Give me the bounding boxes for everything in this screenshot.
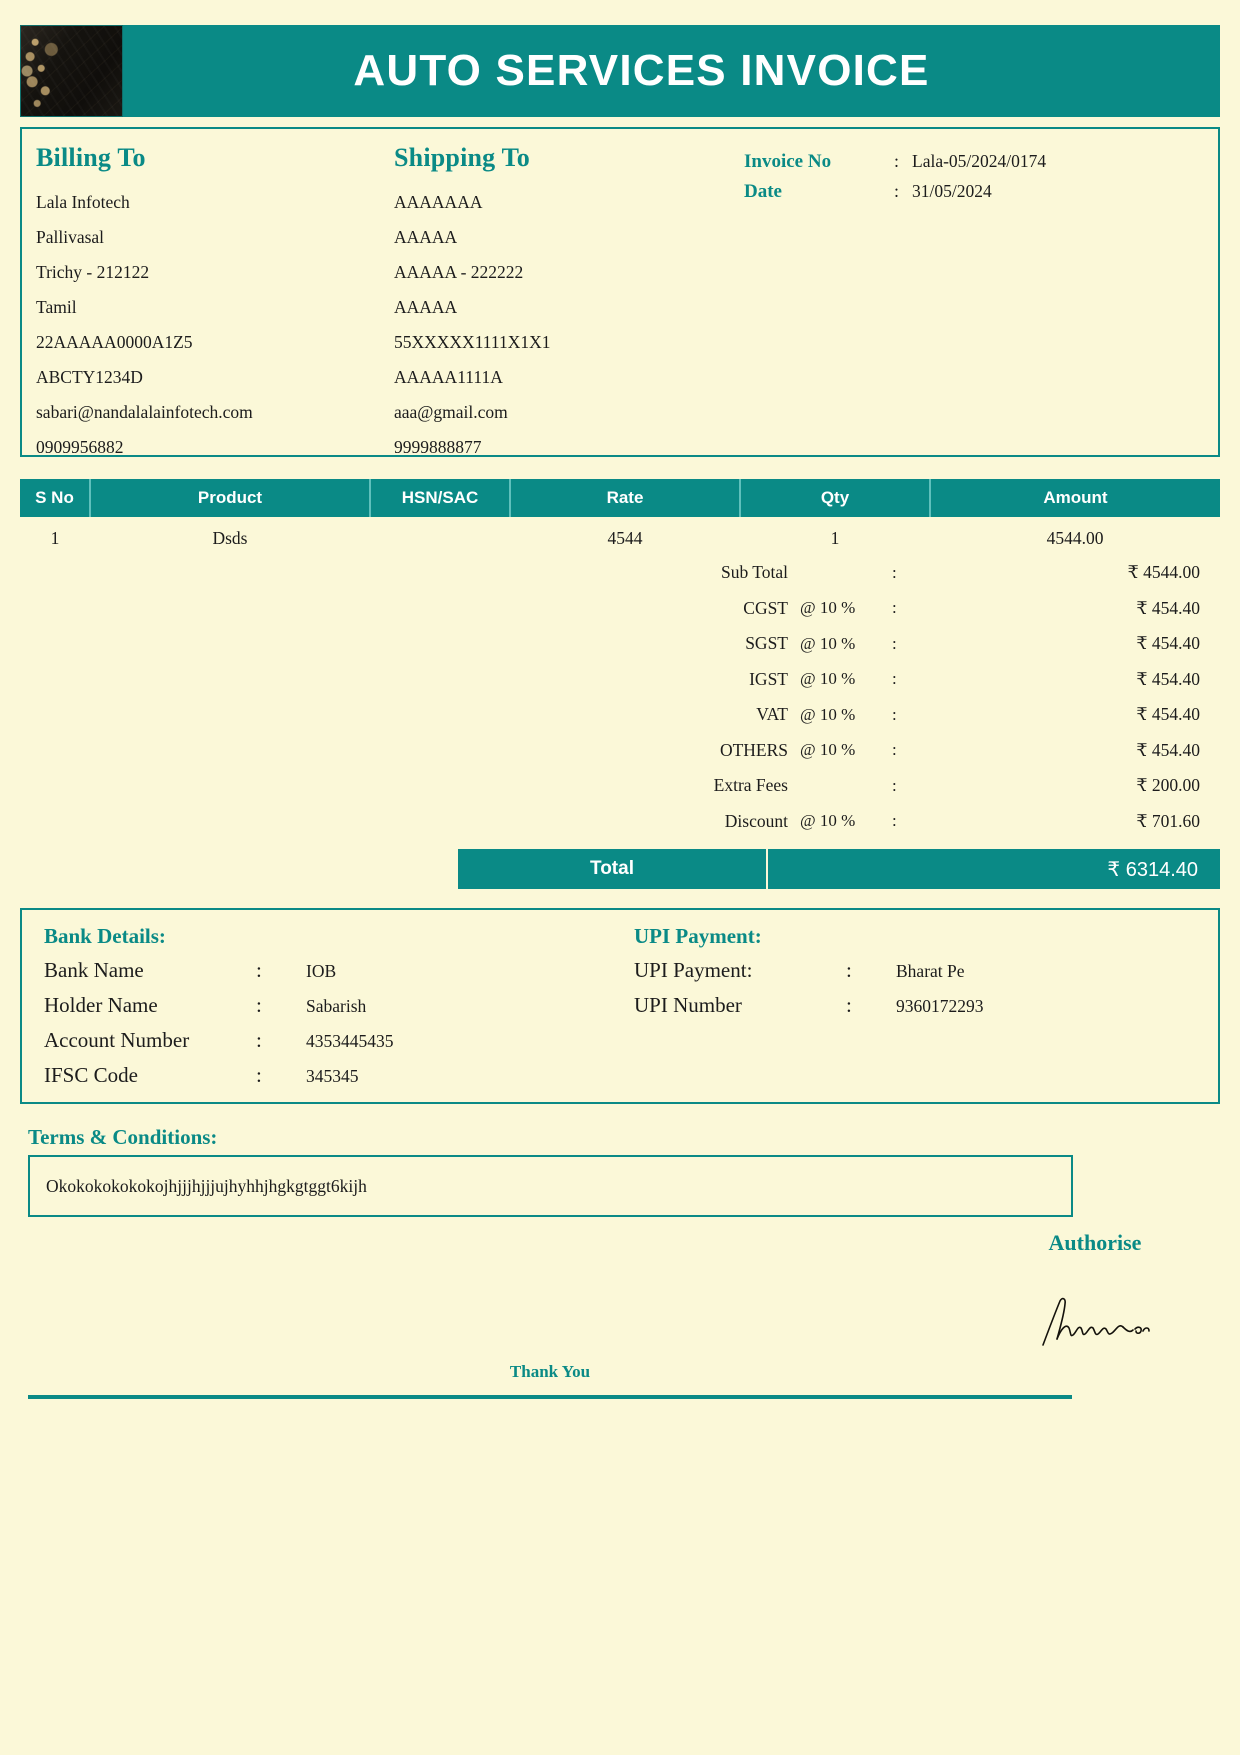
invoice-date-value: 31/05/2024	[912, 181, 992, 201]
colon: :	[892, 775, 897, 795]
column-header-rate: Rate	[510, 479, 740, 517]
total-row-extra-fees	[20, 768, 1220, 804]
total-value: ₹ 4544.00	[1127, 562, 1200, 583]
shipping-line: AAAAA	[394, 227, 458, 247]
terms-text-box	[28, 1155, 1073, 1217]
invoice-number-label: Invoice No	[744, 151, 832, 172]
colon: :	[892, 562, 897, 582]
total-value: ₹ 454.40	[1136, 704, 1200, 725]
bank-value: IOB	[306, 961, 337, 981]
colon: :	[846, 993, 852, 1017]
total-row-cgst	[20, 591, 1220, 627]
total-label: VAT	[756, 704, 788, 725]
total-row-igst	[20, 662, 1220, 698]
billing-email: sabari@nandalalainfotech.com	[36, 402, 253, 422]
company-logo-image	[20, 25, 123, 117]
total-value: ₹ 200.00	[1136, 775, 1200, 796]
total-label: Sub Total	[720, 562, 788, 583]
billing-line: Lala Infotech	[36, 192, 130, 212]
colon: :	[894, 151, 900, 171]
colon: :	[892, 740, 897, 760]
shipping-to-block	[394, 143, 734, 455]
upi-row-payment	[634, 958, 1218, 993]
column-header-hsn: HSN/SAC	[370, 479, 510, 517]
shipping-line: AAAAA - 222222	[394, 262, 524, 282]
column-header-amount: Amount	[930, 479, 1220, 517]
total-value: ₹ 454.40	[1136, 597, 1200, 618]
upi-value: 9360172293	[896, 996, 984, 1016]
shipping-line: AAAAA	[394, 297, 458, 317]
total-row-discount	[20, 804, 1220, 840]
bank-value: 345345	[306, 1066, 359, 1086]
total-value: ₹ 454.40	[1136, 739, 1200, 760]
bank-label: IFSC Code	[44, 1063, 138, 1087]
grand-total-value: ₹ 6314.40	[1107, 858, 1198, 881]
cell-amount: 4544.00	[1046, 528, 1104, 548]
total-percent: @ 10 %	[800, 598, 856, 618]
cell-hsn	[370, 517, 510, 560]
signature-image	[975, 1294, 1215, 1350]
invoice-meta-block	[734, 143, 1218, 455]
shipping-email: aaa@gmail.com	[394, 402, 508, 422]
colon: :	[256, 993, 262, 1017]
thank-you-text: Thank You	[509, 1362, 591, 1381]
table-header-row	[20, 479, 1220, 517]
invoice-number-value: Lala-05/2024/0174	[912, 151, 1047, 171]
shipping-to-title: Shipping To	[394, 143, 530, 172]
total-percent: @ 10 %	[800, 704, 856, 724]
total-label: SGST	[745, 633, 788, 654]
total-label: IGST	[749, 668, 788, 689]
colon: :	[256, 1028, 262, 1052]
total-row-sub-total	[20, 555, 1220, 591]
billing-to-block	[22, 143, 394, 455]
bank-details-block	[22, 910, 612, 1102]
terms-text: Okokokokokokojhjjjhjjjujhyhhjhgkgtggt6kijh	[46, 1175, 367, 1196]
terms-title: Terms & Conditions:	[28, 1125, 218, 1149]
column-header-product: Product	[90, 479, 370, 517]
authorise-block	[975, 1230, 1215, 1350]
billing-line: 22AAAAA0000A1Z5	[36, 332, 193, 352]
shipping-line: AAAAAAA	[394, 192, 483, 212]
total-label: Extra Fees	[713, 775, 788, 796]
items-table-wrapper	[20, 479, 1220, 560]
bank-label: Holder Name	[44, 993, 158, 1017]
total-row-vat	[20, 697, 1220, 733]
payment-details-panel	[20, 908, 1220, 1104]
upi-label: UPI Number	[634, 993, 742, 1017]
invoice-date-label: Date	[744, 181, 782, 202]
cell-sno: 1	[50, 528, 60, 548]
shipping-line: AAAAA1111A	[394, 367, 503, 387]
colon: :	[846, 958, 852, 982]
upi-payment-title: UPI Payment:	[634, 924, 762, 948]
invoice-header	[20, 25, 1220, 117]
column-header-sno: S No	[20, 479, 90, 517]
page-title: AUTO SERVICES INVOICE	[353, 46, 930, 95]
colon: :	[892, 633, 897, 653]
total-percent: @ 10 %	[800, 740, 856, 760]
total-row-others	[20, 733, 1220, 769]
authorise-label: Authorise	[1048, 1230, 1142, 1255]
billing-line: Trichy - 212122	[36, 262, 150, 282]
total-percent: @ 10 %	[800, 669, 856, 689]
upi-payment-block	[612, 910, 1218, 1102]
column-header-qty: Qty	[740, 479, 930, 517]
shipping-phone: 9999888877	[394, 437, 482, 457]
grand-total-label: Total	[458, 849, 768, 889]
colon: :	[256, 958, 262, 982]
bank-value: 4353445435	[306, 1031, 394, 1051]
table-row	[20, 517, 1220, 560]
total-label: CGST	[743, 597, 788, 618]
total-value: ₹ 454.40	[1136, 633, 1200, 654]
billing-line: Pallivasal	[36, 227, 105, 247]
colon: :	[256, 1063, 262, 1087]
grand-total-bar	[458, 849, 1220, 889]
cell-rate: 4544	[607, 528, 643, 548]
billing-line: ABCTY1234D	[36, 367, 143, 387]
bank-label: Account Number	[44, 1028, 190, 1052]
billing-to-title: Billing To	[36, 143, 146, 172]
invoice-date-row	[744, 181, 1218, 203]
total-label: OTHERS	[719, 739, 788, 760]
totals-block	[20, 555, 1220, 839]
bank-row-ifsc-code	[44, 1063, 612, 1098]
invoice-number-row	[744, 151, 1218, 173]
total-value: ₹ 454.40	[1136, 668, 1200, 689]
bank-row-holder-name	[44, 993, 612, 1028]
bank-row-bank-name	[44, 958, 612, 993]
upi-row-number	[634, 993, 1218, 1028]
bank-row-account-number	[44, 1028, 612, 1063]
colon: :	[894, 181, 900, 201]
total-percent: @ 10 %	[800, 633, 856, 653]
billing-line: Tamil	[36, 297, 77, 317]
bank-details-title: Bank Details:	[44, 924, 166, 948]
upi-value: Bharat Pe	[896, 961, 965, 981]
colon: :	[892, 811, 897, 831]
total-percent: @ 10 %	[800, 811, 856, 831]
colon: :	[892, 669, 897, 689]
colon: :	[892, 704, 897, 724]
cell-qty: 1	[830, 528, 840, 548]
footer-divider	[28, 1395, 1072, 1399]
shipping-line: 55XXXXX1111X1X1	[394, 332, 551, 352]
cell-product: Dsds	[212, 528, 248, 548]
bank-value: Sabarish	[306, 996, 367, 1016]
total-label: Discount	[724, 810, 788, 831]
upi-label: UPI Payment:	[634, 958, 753, 982]
total-value: ₹ 701.60	[1136, 810, 1200, 831]
colon: :	[892, 598, 897, 618]
parties-panel	[20, 127, 1220, 457]
billing-phone: 0909956882	[36, 437, 124, 457]
items-table	[20, 479, 1220, 560]
total-row-sgst	[20, 626, 1220, 662]
bank-label: Bank Name	[44, 958, 144, 982]
